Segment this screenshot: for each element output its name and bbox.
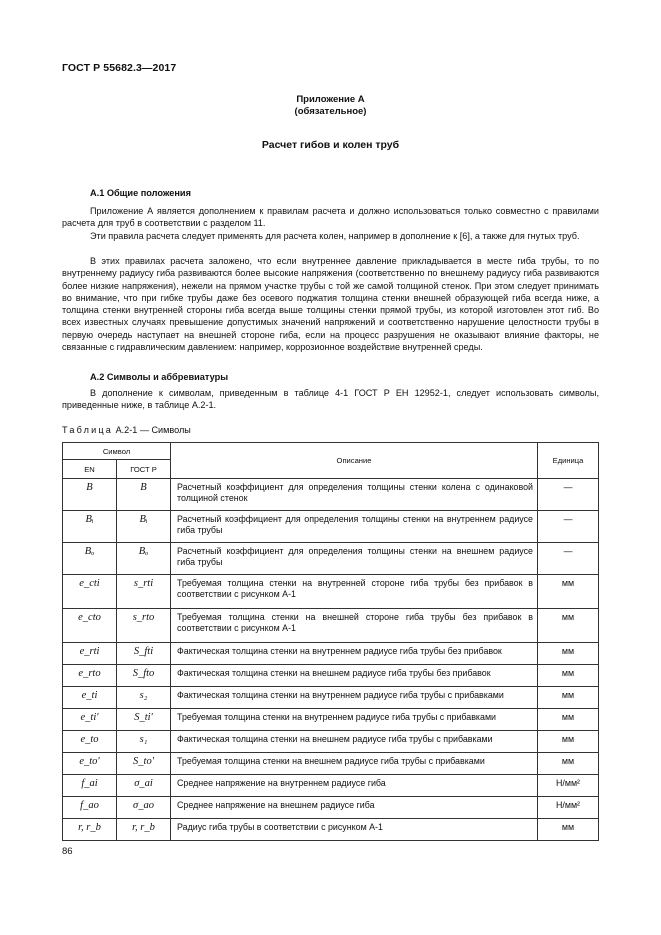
header-en: EN	[63, 460, 117, 479]
description: Требуемая толщина стенки на внутренней стороне гиба трубы без прибавок в соответствии с рисунком А-1	[171, 575, 538, 609]
unit: —	[538, 511, 599, 543]
table-row	[63, 797, 599, 819]
symbol-gost: S_fto	[117, 665, 171, 687]
table-row	[63, 687, 599, 709]
symbol-en: e_to'	[63, 753, 117, 775]
symbol-gost: S_ti'	[117, 709, 171, 731]
symbols-table	[62, 442, 599, 841]
unit: мм	[538, 731, 599, 753]
symbol-en: Bₒ	[63, 543, 117, 575]
unit: мм	[538, 609, 599, 643]
unit: —	[538, 543, 599, 575]
table-row	[63, 665, 599, 687]
paragraph: Эти правила расчета следует применять для расчета колен, например в дополнение к [6], а также для гнутых труб.	[90, 231, 580, 241]
symbol-en: r, r_b	[63, 819, 117, 841]
symbol-en: e_rto	[63, 665, 117, 687]
table-row	[63, 543, 599, 575]
symbol-gost: s₂	[117, 687, 171, 709]
page-number: 86	[62, 846, 73, 857]
table-caption	[62, 425, 191, 435]
description: Среднее напряжение на внутреннем радиусе гиба	[171, 775, 538, 797]
unit: мм	[538, 753, 599, 775]
symbol-en: e_cto	[63, 609, 117, 643]
unit: мм	[538, 643, 599, 665]
symbol-gost: Bₒ	[117, 543, 171, 575]
header-description: Описание	[171, 443, 538, 479]
table-row	[63, 775, 599, 797]
symbol-gost: S_fti	[117, 643, 171, 665]
symbol-gost: s_rti	[117, 575, 171, 609]
table-row	[63, 479, 599, 511]
symbol-en: e_rti	[63, 643, 117, 665]
unit: мм	[538, 575, 599, 609]
appendix-status: (обязательное)	[294, 106, 367, 117]
symbol-gost: B	[117, 479, 171, 511]
paragraph: В дополнение к символам, приведенным в таблице 4-1 ГОСТ Р ЕН 12952-1, следует использовать символы, приведенные ниже, в таблице А.2-1.	[62, 388, 599, 411]
unit: Н/мм²	[538, 797, 599, 819]
unit: мм	[538, 709, 599, 731]
table-row	[63, 609, 599, 643]
table-caption-title: А.2-1 — Символы	[115, 425, 191, 435]
description: Расчетный коэффициент для определения толщины стенки на внешнем радиусе гиба трубы	[171, 543, 538, 575]
description: Требуемая толщина стенки на внешнем радиусе гиба трубы с прибавками	[171, 753, 538, 775]
standard-header: ГОСТ Р 55682.3—2017	[62, 62, 177, 74]
description: Фактическая толщина стенки на внешнем радиусе гиба трубы без прибавок	[171, 665, 538, 687]
table-row	[63, 731, 599, 753]
unit: —	[538, 479, 599, 511]
description: Фактическая толщина стенки на внутреннем радиусе гиба трубы с прибавками	[171, 687, 538, 709]
symbol-gost: σ_ai	[117, 775, 171, 797]
paragraph: В этих правилах расчета заложено, что если внутреннее давление прикладывается в месте гиба трубы, то по внутреннему радиусу гиба развиваются более высокие напряжения (соответственно по внешнему радиусу гиба развиваются более низкие напряжения), нежели на прямом участке трубы с той же самой толщиной стенок. При этом следует принимать во внимание, что при гибке трубы даже без осевого поджатия толщина стенки внешней образующей гиба всегда ниже, а толщина стенки внутренней стороны гиба всегда выше толщины стенки прямой трубы, из которой изготовлен этот гиб. Во всех известных случаях превышение допустимых значений напряжений и соответственно нарушение целостности трубы в первую очередь наступает на внешней стороне гиба, если на процесс разрушения не оказывают влияние факторы, не связанные с гидравлическим давлением: например, коррозионное воздействие внутренней среды.	[62, 256, 599, 353]
symbol-gost: r, r_b	[117, 819, 171, 841]
section-a1-heading: А.1 Общие положения	[90, 188, 191, 198]
paragraph: Приложение А является дополнением к правилам расчета и должно использоваться только совместно с правилами расчета для труб в соответствии с разделом 11.	[62, 206, 599, 229]
symbol-en: e_cti	[63, 575, 117, 609]
unit: Н/мм²	[538, 775, 599, 797]
table-caption-prefix: Таблица	[62, 425, 114, 435]
symbol-gost: σ_ao	[117, 797, 171, 819]
table-row	[63, 575, 599, 609]
table-row	[63, 511, 599, 543]
unit: мм	[538, 665, 599, 687]
symbol-en: f_ai	[63, 775, 117, 797]
description: Требуемая толщина стенки на внешней стороне гиба трубы без прибавок в соответствии с рисунком А-1	[171, 609, 538, 643]
description: Фактическая толщина стенки на внешнем радиусе гиба трубы с прибавками	[171, 731, 538, 753]
symbol-en: e_ti	[63, 687, 117, 709]
header-unit: Единица	[538, 443, 599, 479]
symbol-en: B	[63, 479, 117, 511]
symbol-en: e_to	[63, 731, 117, 753]
description: Фактическая толщина стенки на внутреннем радиусе гиба трубы без прибавок	[171, 643, 538, 665]
symbol-gost: Bᵢ	[117, 511, 171, 543]
appendix-title: Приложение А	[296, 94, 365, 105]
section-a2-heading: А.2 Символы и аббревиатуры	[90, 372, 229, 382]
table-row	[63, 753, 599, 775]
description: Расчетный коэффициент для определения толщины стенки колена с одинаковой толщиной стенок	[171, 479, 538, 511]
header-symbol: Символ	[63, 443, 171, 460]
description: Среднее напряжение на внешнем радиусе гиба	[171, 797, 538, 819]
description: Расчетный коэффициент для определения толщины стенки на внутреннем радиусе гиба трубы	[171, 511, 538, 543]
symbol-gost: s₁	[117, 731, 171, 753]
symbol-en: e_ti'	[63, 709, 117, 731]
table-row	[63, 819, 599, 841]
unit: мм	[538, 687, 599, 709]
symbol-gost: S_to'	[117, 753, 171, 775]
table-row	[63, 643, 599, 665]
main-title: Расчет гибов и колен труб	[261, 139, 400, 151]
description: Требуемая толщина стенки на внутреннем радиусе гиба трубы с прибавками	[171, 709, 538, 731]
description: Радиус гиба трубы в соответствии с рисунком А-1	[171, 819, 538, 841]
symbol-en: f_ao	[63, 797, 117, 819]
unit: мм	[538, 819, 599, 841]
symbol-en: Bᵢ	[63, 511, 117, 543]
table-row	[63, 709, 599, 731]
symbol-gost: s_rto	[117, 609, 171, 643]
header-gost: ГОСТ Р	[117, 460, 171, 479]
